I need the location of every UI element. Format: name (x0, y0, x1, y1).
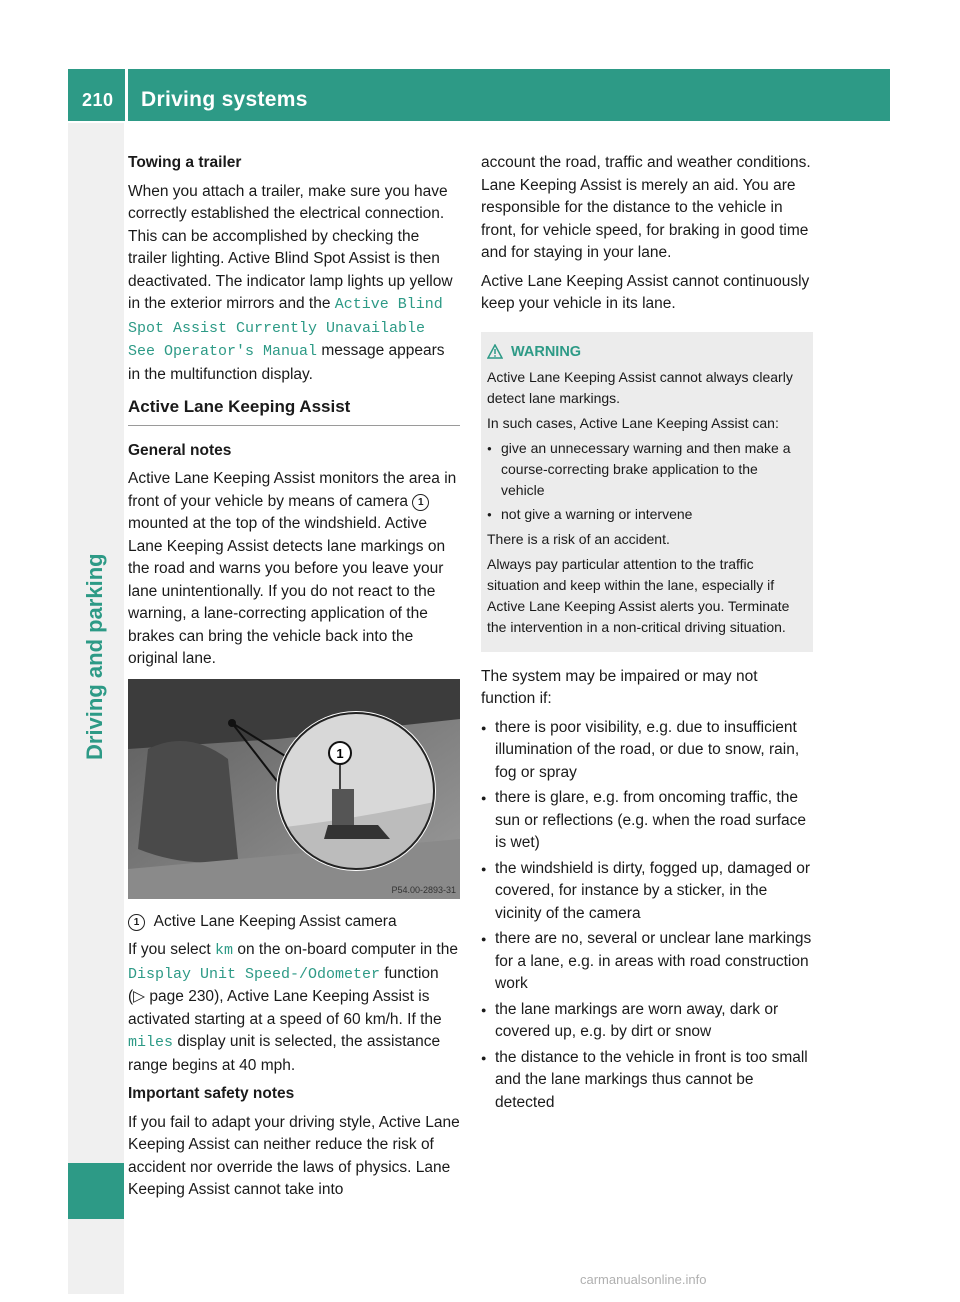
camera-marker: 1 (412, 494, 429, 511)
warning-title-text: WARNING (511, 343, 582, 360)
watermark: carmanualsonline.info (580, 1272, 707, 1287)
continued-paragraph: account the road, traffic and weather conditions. Lane Keeping Assist is merely an aid. You are responsible for the distance to the vehicle in front, for vehicle speed, for braking in good time and for staying in your lane. (481, 154, 811, 261)
list-item: ● the lane markings are worn away, dark or covered up, e.g. by dirt or snow (481, 999, 813, 1044)
list-item: ● the distance to the vehicle in front is too small and the lane markings thus cannot be detected (481, 1047, 813, 1115)
caption-text: Active Lane Keeping Assist camera (153, 912, 397, 930)
camera-housing (332, 789, 354, 825)
km-option: km (215, 942, 234, 959)
towing-text-1: When you attach a trailer, make sure you have correctly established the electrical connection. This can be accomplished by checking the trailer lighting. Active Blind Spot Assist is then deactivated. The indicator lamp lights up yellow in the exterior mirrors and the (128, 182, 453, 312)
photo-marker: 1 (336, 745, 344, 761)
display-unit-function: Display Unit Speed-/Odometer (128, 965, 381, 983)
select-text-3: function ( (128, 964, 439, 1005)
chapter-title: Driving systems (141, 88, 308, 111)
select-text-4: ), Active Lane Keeping Assist is activated starting at a speed of 60 km/h. If the (128, 988, 442, 1028)
warning-triangle-icon (487, 344, 503, 359)
right-column (481, 152, 813, 1118)
impaired-list (481, 717, 813, 1115)
towing-paragraph (128, 181, 460, 387)
list-item: ● the windshield is dirty, fogged up, damaged or covered, for instance by a sticker, in the vicinity of the camera (481, 858, 813, 926)
list-item: ● give an unnecessary warning and then make a course-correcting brake application to the vehicle (487, 438, 803, 501)
caption-marker: 1 (128, 914, 145, 931)
side-tab-label: Driving and parking (82, 553, 107, 760)
camera-photo (128, 679, 460, 899)
select-text-1: If you select (128, 941, 211, 958)
seat (138, 741, 238, 862)
warning-box (481, 332, 813, 652)
general-notes-paragraph (128, 468, 460, 671)
photo-caption (128, 911, 460, 934)
section-heading: Active Lane Keeping Assist (128, 396, 460, 426)
general-notes-heading: General notes (128, 441, 232, 459)
towing-text-2: message appears in the multifunction display. (128, 342, 445, 383)
page-ref-link[interactable]: page 230 (149, 988, 215, 1005)
list-item: ● not give a warning or intervene (487, 504, 803, 525)
display-message: Active Blind Spot Assist Currently Unavailable See Operator's Manual (128, 296, 443, 360)
list-item: ● there is poor visibility, e.g. due to insufficient illumination of the road, or due to snow, rain, fog or spray (481, 717, 813, 785)
cannot-paragraph: Active Lane Keeping Assist cannot continuously keep your vehicle in its lane. (481, 272, 810, 312)
general-text-2: mounted at the top of the windshield. Active Lane Keeping Assist detects lane markings on the road and warns you before you leave your lane unintentionally. If you do not react to the warning, a lane-correcting application of the brakes can bring the vehicle back into the original lane. (128, 515, 446, 667)
page-number: 210 (82, 90, 114, 110)
warning-p3: There is a risk of an accident. (487, 530, 670, 547)
camera-location-dot (228, 719, 236, 727)
page-ref-arrow-icon: ▷ (133, 988, 146, 1005)
select-paragraph (128, 939, 460, 1077)
warning-title (487, 342, 803, 363)
list-item: ● there are no, several or unclear lane markings for a lane, e.g. in areas with road construction work (481, 928, 813, 996)
impaired-intro: The system may be impaired or may not function if: (481, 667, 758, 707)
warning-p2: In such cases, Active Lane Keeping Assist can: (487, 414, 779, 431)
photo-code: P54.00-2893-31 (391, 884, 456, 895)
list-item: ● there is glare, e.g. from oncoming traffic, the sun or reflections (e.g. when the road surface is wet) (481, 787, 813, 855)
towing-heading: Towing a trailer (128, 154, 242, 171)
general-text-1: Active Lane Keeping Assist monitors the area in front of your vehicle by means of camera (128, 470, 457, 510)
miles-option: miles (128, 1034, 174, 1051)
warning-p4: Always pay particular attention to the traffic situation and keep within the lane, especially if Active Lane Keeping Assist alerts you. Terminate the intervention in a non-critical driving situation. (487, 555, 790, 635)
select-text-5: display unit is selected, the assistance range begins at 40 mph. (128, 1033, 441, 1074)
warning-p1: Active Lane Keeping Assist cannot always clearly detect lane markings. (487, 368, 793, 406)
safety-paragraph: If you fail to adapt your driving style, Active Lane Keeping Assist can neither reduce the risk of accident nor override the laws of physics. Lane Keeping Assist cannot take into (128, 1113, 460, 1198)
left-column (128, 152, 460, 1208)
select-text-2: on the on-board computer in the (237, 941, 458, 958)
warning-list (487, 438, 803, 525)
side-tab-marker (68, 1163, 124, 1219)
safety-heading: Important safety notes (128, 1085, 295, 1102)
header-divider (125, 69, 128, 121)
